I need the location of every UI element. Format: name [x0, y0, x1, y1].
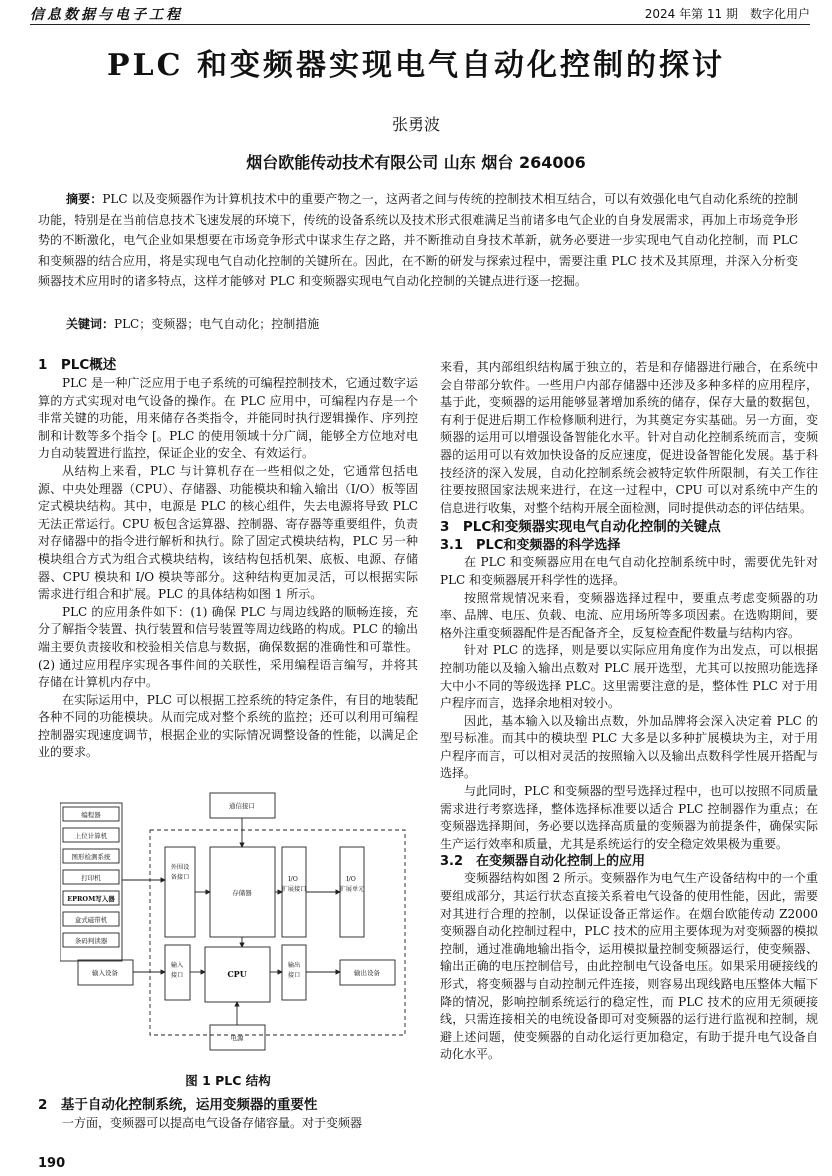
section-3-heading: 3 PLC和变频器实现电气自动化控制的关键点: [440, 519, 721, 536]
plc-boundary: [150, 830, 405, 1035]
figure-label-line: 接口: [170, 972, 184, 979]
left-column-bottom: [38, 1095, 418, 1133]
section-3-1-paragraph: 按照常规情况来看，变频器选择过程中，要重点考虑变频器的功率、品牌、电压、负载、电流、应用场所等多项因素。在选购期间，要格外注重变频器配件是否配备齐全，反复检查配件数量与结构内容。: [440, 590, 818, 640]
input-interface-label: [171, 961, 184, 979]
input-device-label: 输入设备: [92, 969, 118, 977]
paper-title: PLC 和变频器实现电气自动化控制的探讨: [107, 48, 725, 83]
plc-structure-figure: [60, 785, 410, 1065]
running-header: [30, 2, 810, 24]
left-column: [38, 355, 418, 762]
section-1-paragraph: PLC 的应用条件如下：(1) 确保 PLC 与周边线路的顺畅连接，充分了解指令装置、执行装置和信号装置等周边线路的构成。PLC 的输出端主要负责接收和校验相关信息与数据，确保数据的准确性和可靠性。(2) 通过应用程序实现各事件间的关联性，采用编程语言编写，并将其存储在计算机内存中。: [38, 604, 418, 690]
section-1-paragraph: 在实际运用中，PLC 可以根据工控系统的特定条件，有目的地装配各种不同的功能模块。从而完成对整个系统的监控；还可以利用可编程控制器实现速度调节，根据企业的实际情况调整设备的性能，以满足企业的要求。: [38, 692, 418, 760]
figure-caption: 图 1 PLC 结构: [185, 1073, 271, 1088]
section-3-1-heading: 3.1 PLC和变频器的科学选择: [440, 538, 621, 554]
page-number: 190: [38, 1156, 66, 1171]
affiliation: 烟台欧能传动技术有限公司 山东 烟台 264006: [246, 153, 586, 172]
section-1-paragraph: 从结构上来看，PLC 与计算机存在一些相似之处，它通常包括电源、中央处理器（CPU）、存储器、功能模块和输入输出（I/O）板等固定式模块结构。其中，电源是 PLC 的核心组件，失去电源将导致 PLC 无法正常运行。CPU 板包含运算器、控制器、寄存器等重要组件，负责对存储器中的指令进行解析和执行。除了固定式模块结构，PLC 另一种模块组合方式为组合式模块结构，该结构包括机架、底板、电源、存储器、CPU 模块和 I/O 模块等部分。这种结构更加灵活，可以根据实际需求进行组合和扩展。PLC 的具体结构如图 1 所示。: [38, 463, 418, 602]
cpu-label: CPU: [227, 969, 247, 979]
device-label: EPROM写入器: [67, 895, 115, 903]
keywords-text: PLC；变频器；电气自动化；控制措施: [114, 317, 320, 331]
section-2-paragraph: 一方面，变频器可以提高电气设备存储容量。对于变频器: [62, 1116, 363, 1130]
device-label: 盒式磁带机: [74, 916, 108, 924]
section-3-1-paragraph: 针对 PLC 的选择，则是要以实际应用角度作为出发点，可以根据控制功能以及输入输出点数对 PLC 展开选型，尤其可以按照功能选择大中小不同的等级选择 PLC。这里需要注意的是，整体性 PLC 对于用户程序而言，选择余地相对较小。: [440, 643, 818, 711]
device-label: 编程器: [81, 811, 101, 819]
journal-name: 信息数据与电子工程: [30, 7, 183, 23]
device-label: 上位计算机: [74, 832, 108, 840]
abstract-text: PLC 以及变频器作为计算机技术中的重要产物之一，这两者之间与传统的控制技术相互结合，可以有效强化电气自动化系统的控制功能，特别是在当前信息技术飞速发展的环境下，传统的设备系统以及技术形式很难满足当前诸多电气企业的自身发展需求，再加上市场竞争形势的不断激化，电气企业如果想要在市场竞争形式中谋求生存之路，并不断推动自身技术革新，就务必要进一步实现电气自动化控制，而 PLC 和变频器的结合应用，将是实现电气自动化控制的关键所在。因此，在不断的研发与探索过程中，需要注重 PLC 技术及其原理，并深入分析变频器技术应用时的诸多特点，这样才能够对 PLC 和变频器实现电气自动化控制的关键点进行逐一挖掘。: [38, 192, 798, 288]
section-2-paragraph: 来看，其内部组织结构属于独立的，若是和存储器进行融合，在系统中会自带部分软件。一些用户内部存储器中还涉及多种多样的应用程序，基于此，变频器的运用能够显著增加系统的储存，保存大量的数据包，有利于促进后期工作检修顺利进行，为其奠定夯实基础。另一方面，变频器的运用可以增强设备智能化水平。针对自动化控制系统而言，变频器的运用可以有效加快设备的反应速度，促进设备智能化发展。基于科技经济的深入发展，自动化控制系统会被特定软件所限制，有关工作往往要按照国家法规来进行，在这一过程中，CPU 可以对系统中产生的信息进行收集，对整个结构开展全面检测，同时提供动态的评估结果。: [440, 360, 818, 515]
issue-info: 2024 年第 11 期 数字化用户: [644, 7, 810, 21]
right-column: [440, 359, 818, 1064]
memory-label: 存储器: [232, 889, 252, 897]
figure-label-line: 备接口: [170, 874, 190, 881]
comm-interface-label: 通信接口: [229, 802, 255, 810]
keywords: [66, 314, 796, 334]
device-label: 图形检测系统: [71, 853, 111, 861]
output-interface-label: [288, 961, 300, 979]
section-1-paragraph: PLC 是一种广泛应用于电子系统的可编程控制技术，它通过数字运算的方式实现对电气设备的操作。在 PLC 应用中，可编程内存是一个非常关键的功能，用来储存各类指令，并能同时执行逻辑操作、序列控制和计数等多个指令 [。PLC 的使用领域十分广阔，能够全方位地对电力自动装置进行监控，保证企业的安全、有效运行。: [38, 376, 418, 461]
peripheral-interface-label: [171, 863, 190, 881]
section-3-1-paragraph: 在 PLC 和变频器应用在电气自动化控制系统中时，需要优先针对 PLC 和变频器展开科学性的选择。: [440, 555, 818, 587]
power-label: 电源: [230, 1034, 244, 1042]
figure-label-line: 扩展接口: [281, 886, 307, 893]
abstract: [38, 189, 798, 292]
section-3-2-paragraph: 变频器结构如图 2 所示。变频器作为电气生产设备结构中的一个重要组成部分，其运行状态直接关系着电气设备的使用性能，因此，需要对其进行合理的控制，以保证设备正常运作。在烟台欧能传动 Z2000 变频器自动化控制过程中，PLC 技术的应用主要体现为对变频器的模拟控制，通过准确地输出指令，运用模拟量控制变频器运行，使变频器、输出正确的电压控制信号，由此控制电气设备电压。如果采用硬接线的形式，将变频器与自动控制元件连接，则容易出现线路电压整体大幅下降的情况，影响控制系统运行的稳定性，而 PLC 技术的应用无须硬接线，只需连接相关的电统设备即可对变频器的运行进行监视和控制，规避上述问题，使变频器的自动化运行更加稳定，有助于提升电气设备自动化水平。: [440, 871, 818, 1062]
peripheral-interface-label-part: 外围设: [170, 864, 190, 871]
output-device-label: 输出设备: [354, 969, 380, 977]
keywords-label: 关键词：: [66, 317, 115, 331]
io-ext-unit-label: [340, 876, 365, 893]
input-interface-label-part: 输入: [170, 962, 184, 969]
peripheral-interface-box: [165, 847, 195, 937]
author: 张勇波: [391, 115, 440, 134]
output-interface-label-part: 输出: [287, 962, 301, 969]
io-ext-interface-label: [282, 876, 307, 893]
section-3-2-heading: 3.2 在变频器自动化控制上的应用: [440, 854, 646, 870]
io-ext-unit-label-part: I/O: [346, 876, 358, 883]
device-label: 打印机: [81, 874, 101, 882]
figure-label-line: 接口: [287, 972, 301, 979]
header-rule: [30, 24, 810, 25]
section-3-1-paragraph: 与此同时，PLC 和变频器的型号选择过程中，也可以按照不同质量需求进行考察选择，整体选择标准要以适合 PLC 控制器作为重点；在变频器选择期间，务必要以选择高质量的变频器为前提条件，确保实际生产运行效率和质量，尤其是系统运行的安全稳定效果极为重要。: [440, 784, 818, 851]
device-label: 条码判读器: [74, 937, 108, 945]
section-2-heading: 2 基于自动化控制系统，运用变频器的重要性: [38, 1097, 318, 1113]
section-1-heading: 1 PLC概述: [38, 357, 117, 373]
section-3-1-paragraph: 因此，基本输入以及输出点数，外加品牌将会深入决定着 PLC 的型号标准。而其中的模块型 PLC 大多是以多种扩展模块为主，对于用户程序而言，可以相对灵活的按照输入以及输出点数科学性展开搭配与选择。: [440, 713, 818, 781]
figure-label-line: 扩展单元: [339, 886, 365, 893]
abstract-label: 摘要：: [66, 192, 103, 206]
io-ext-interface-label-part: I/O: [288, 876, 300, 883]
